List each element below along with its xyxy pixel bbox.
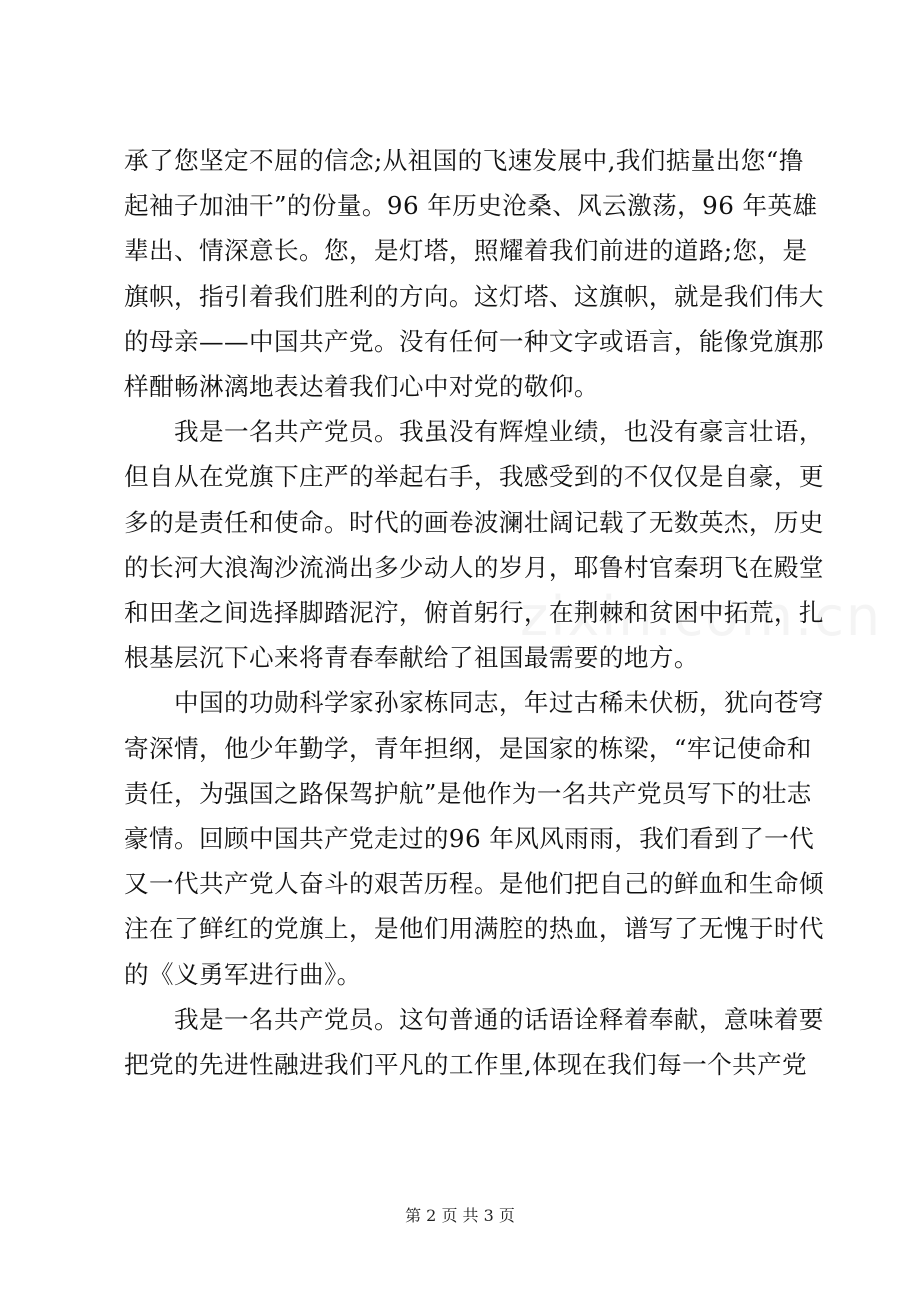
text-line: 多的是责任和使命。时代的画卷波澜壮阔记载了无数英杰，历史 — [124, 507, 824, 537]
text-line: 根基层沉下心来将青春奉献给了祖国最需要的地方。 — [124, 643, 699, 673]
text-line: 和田垄之间选择脚踏泥泞，俯首躬行，在荆棘和贫困中拓荒，扎 — [124, 598, 824, 628]
text-line: 样酣畅淋漓地表达着我们心中对党的敬仰。 — [124, 372, 599, 402]
paragraph-1 — [124, 138, 824, 409]
text-line: 中国的功勋科学家孙家栋同志，年过古稀未伏枥，犹向苍穹 — [174, 688, 824, 718]
text-line: 起袖子加油干”的份量。96 年历史沧桑、风云激荡，96 年英雄 — [124, 191, 818, 221]
text-line: 注在了鲜红的党旗上，是他们用满腔的热血，谱写了无愧于时代 — [124, 914, 824, 944]
page-footer: 第 2 页 共 3 页 — [405, 1206, 515, 1225]
text-line: 的长河大浪淘沙流淌出多少动人的岁月，耶鲁村官秦玥飞在殿堂 — [124, 552, 824, 582]
text-line: 我是一名共产党员。这句普通的话语诠释着奉献，意味着要 — [174, 1004, 824, 1034]
text-line: 但自从在党旗下庄严的举起右手，我感受到的不仅仅是自豪，更 — [124, 462, 824, 492]
text-line: 把党的先进性融进我们平凡的工作里,体现在我们每一个共产党 — [124, 1050, 808, 1080]
text-line: 又一代共产党人奋斗的艰苦历程。是他们把自己的鲜血和生命倾 — [124, 869, 824, 899]
paragraph-3 — [124, 680, 824, 996]
paragraph-4 — [124, 997, 824, 1087]
watermark — [520, 585, 882, 648]
text-line: 旗帜，指引着我们胜利的方向。这灯塔、这旗帜，就是我们伟大 — [124, 281, 824, 311]
text-line: 承了您坚定不屈的信念;从祖国的飞速发展中,我们掂量出您“撸 — [124, 146, 804, 175]
text-line: 责任，为强国之路保驾护航”是他作为一名共产党员写下的壮志 — [124, 778, 812, 808]
text-line: 豪情。回顾中国共产党走过的96 年风风雨雨，我们看到了一代 — [124, 824, 815, 854]
text-line: 我是一名共产党员。我虽没有辉煌业绩，也没有豪言壮语， — [174, 417, 824, 447]
text-line: 辈出、情深意长。您，是灯塔，照耀着我们前进的道路;您，是 — [124, 236, 808, 266]
text-line: 寄深情，他少年勤学，青年担纲，是国家的栋梁，“牢记使命和 — [124, 733, 812, 763]
text-line: 的母亲——中国共产党。没有任何一种文字或语言，能像党旗那 — [124, 326, 824, 356]
text-line: 的《义勇军进行曲》。 — [124, 959, 362, 989]
